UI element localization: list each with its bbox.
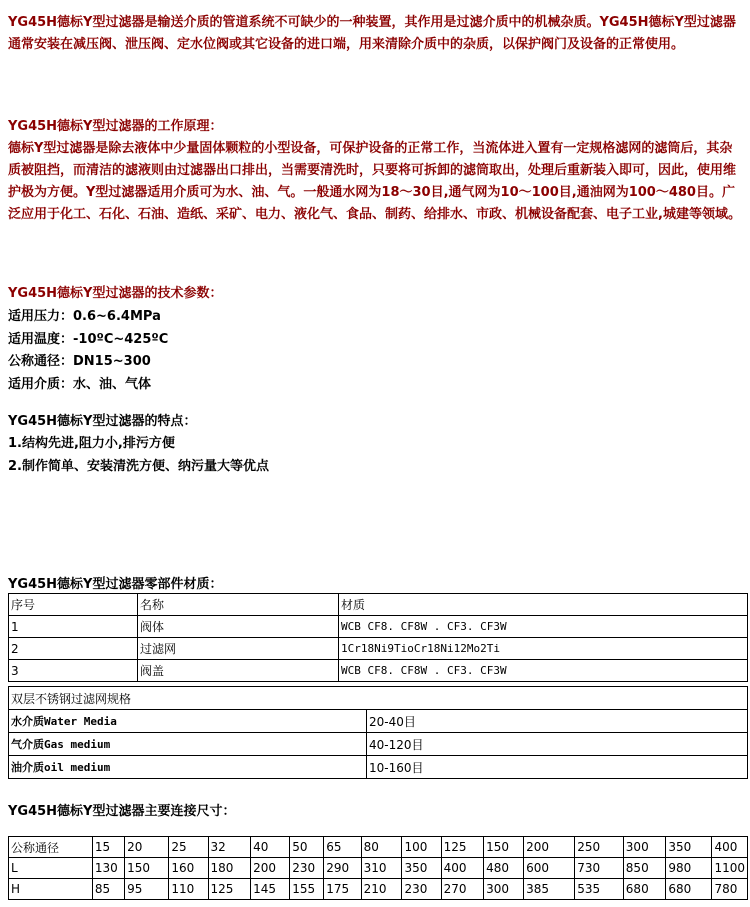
dims-cell: 175 <box>324 879 361 900</box>
table-row <box>9 733 748 756</box>
dims-cell: 680 <box>666 879 712 900</box>
table-cell: 气介质Gas medium <box>9 733 367 756</box>
dims-table <box>8 836 748 900</box>
table-header-cell: 材质 <box>339 594 748 616</box>
dims-cell: 110 <box>169 879 208 900</box>
dims-cell: 600 <box>524 858 575 879</box>
dims-row-label: 公称通径 <box>9 837 93 858</box>
dims-cell: 85 <box>92 879 124 900</box>
mesh-table <box>8 686 748 779</box>
table-row <box>9 756 748 779</box>
table-cell: 40-120目 <box>367 733 748 756</box>
table-row <box>9 879 748 900</box>
principle-heading: YG45H德标Y型过滤器的工作原理： <box>8 119 223 134</box>
principle-section <box>8 116 744 226</box>
table-cell: 1Cr18Ni9TioCr18Ni12Mo2Ti <box>339 638 748 660</box>
dims-cell: 100 <box>402 837 441 858</box>
table-cell: 水介质Water Media <box>9 710 367 733</box>
dims-cell: 385 <box>524 879 575 900</box>
table-cell: 1 <box>9 616 138 638</box>
dims-cell: 20 <box>125 837 169 858</box>
tech-line-pressure: 适用压力：0.6~6.4MPa <box>8 309 161 324</box>
dims-cell: 350 <box>402 858 441 879</box>
features-line-2: 2.制作简单、安装清洗方便、纳污量大等优点 <box>8 459 269 474</box>
dims-cell: 125 <box>441 837 484 858</box>
dims-cell: 230 <box>290 858 324 879</box>
dims-cell: 980 <box>666 858 712 879</box>
table-cell: 阀体 <box>138 616 339 638</box>
table-row <box>9 594 748 616</box>
dims-cell: 145 <box>251 879 290 900</box>
dims-cell: 95 <box>125 879 169 900</box>
parts-heading: YG45H德标Y型过滤器零部件材质： <box>8 577 223 592</box>
dims-cell: 730 <box>575 858 624 879</box>
dims-cell: 200 <box>251 858 290 879</box>
dims-cell: 850 <box>623 858 666 879</box>
table-cell: WCB CF8. CF8W . CF3. CF3W <box>339 616 748 638</box>
dims-cell: 780 <box>712 879 748 900</box>
dims-cell: 210 <box>361 879 402 900</box>
dims-cell: 150 <box>125 858 169 879</box>
dims-cell: 40 <box>251 837 290 858</box>
table-row <box>9 687 748 710</box>
dims-cell: 300 <box>623 837 666 858</box>
dims-cell: 400 <box>441 858 484 879</box>
dims-cell: 125 <box>208 879 251 900</box>
dims-cell: 15 <box>92 837 124 858</box>
dims-row-label: H <box>9 879 93 900</box>
dims-cell: 310 <box>361 858 402 879</box>
dims-cell: 25 <box>169 837 208 858</box>
intro-paragraph: YG45H德标Y型过滤器是输送介质的管道系统不可缺少的一种装置，其作用是过滤介质中的机械杂质。YG45H德标Y型过滤器通常安装在减压阀、泄压阀、定水位阀或其它设备的进口端，用来清除介质中的杂质，以保护阀门及设备的正常使用。 <box>8 15 736 52</box>
dims-cell: 1100 <box>712 858 748 879</box>
dims-cell: 180 <box>208 858 251 879</box>
table-cell: 过滤网 <box>138 638 339 660</box>
dims-cell: 350 <box>666 837 712 858</box>
dims-cell: 200 <box>524 837 575 858</box>
tech-heading: YG45H德标Y型过滤器的技术参数： <box>8 286 223 301</box>
table-header-cell: 名称 <box>138 594 339 616</box>
table-cell: 油介质oil medium <box>9 756 367 779</box>
principle-body: 德标Y型过滤器是除去液体中少量固体颗粒的小型设备，可保护设备的正常工作，当流体进入置有一定规格滤网的滤筒后，其杂质被阻挡，而清洁的滤液则由过滤器出口排出，当需要清洗时，只要将可拆卸的滤筒取出，处理后重新装入即可，因此，使用维护极为方便。Y型过滤器适用介质可为水、油、气。一般通水网为18～30目,通气网为10～100目,通油网为100～480目。广泛应用于化工、石化、石油、造纸、采矿、电力、液化气、食品、制药、给排水、市政、机械设备配套、电子工业,城建等领域。 <box>8 141 741 222</box>
dims-heading: YG45H德标Y型过滤器主要连接尺寸： <box>8 804 236 819</box>
dims-cell: 50 <box>290 837 324 858</box>
table-row <box>9 858 748 879</box>
dims-cell: 155 <box>290 879 324 900</box>
table-row <box>9 638 748 660</box>
parts-table <box>8 593 748 682</box>
dims-cell: 32 <box>208 837 251 858</box>
features-line-1: 1.结构先进,阻力小,排污方便 <box>8 436 175 451</box>
dims-cell: 230 <box>402 879 441 900</box>
table-row <box>9 837 748 858</box>
table-row <box>9 660 748 682</box>
dims-cell: 400 <box>712 837 748 858</box>
table-cell: WCB CF8. CF8W . CF3. CF3W <box>339 660 748 682</box>
dims-cell: 65 <box>324 837 361 858</box>
table-cell: 20-40目 <box>367 710 748 733</box>
tech-line-diameter: 公称通径：DN15~300 <box>8 354 151 369</box>
dims-cell: 480 <box>484 858 524 879</box>
dims-row-label: L <box>9 858 93 879</box>
table-row <box>9 710 748 733</box>
dims-cell: 80 <box>361 837 402 858</box>
table-header-cell: 序号 <box>9 594 138 616</box>
table-cell: 2 <box>9 638 138 660</box>
dims-cell: 150 <box>484 837 524 858</box>
dims-cell: 250 <box>575 837 624 858</box>
dims-cell: 680 <box>623 879 666 900</box>
dims-cell: 160 <box>169 858 208 879</box>
table-cell: 阀盖 <box>138 660 339 682</box>
features-heading: YG45H德标Y型过滤器的特点： <box>8 414 197 429</box>
tech-line-medium: 适用介质：水、油、气体 <box>8 377 152 392</box>
dims-cell: 130 <box>92 858 124 879</box>
dims-cell: 535 <box>575 879 624 900</box>
dims-cell: 300 <box>484 879 524 900</box>
table-cell: 10-160目 <box>367 756 748 779</box>
dims-cell: 270 <box>441 879 484 900</box>
dims-cell: 290 <box>324 858 361 879</box>
table-cell: 3 <box>9 660 138 682</box>
mesh-title: 双层不锈钢过滤网规格 <box>9 687 748 710</box>
table-row <box>9 616 748 638</box>
tech-line-temperature: 适用温度：-10ºC~425ºC <box>8 332 169 347</box>
